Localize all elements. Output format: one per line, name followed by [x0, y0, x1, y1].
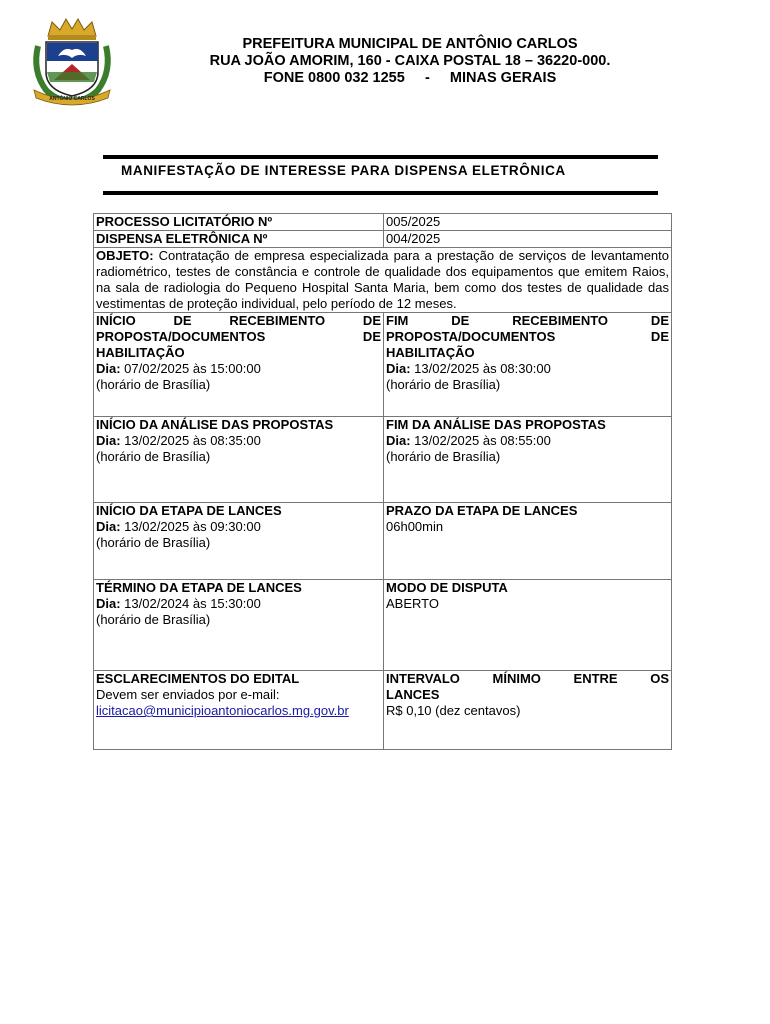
email-link[interactable]: licitacao@municipioantoniocarlos.mg.gov.br — [96, 703, 349, 718]
dia-label: Dia: — [96, 519, 121, 534]
esclarecimentos-cell — [94, 671, 384, 750]
banner-bottom-rule — [103, 191, 658, 195]
header-title: PREFEITURA MUNICIPAL DE ANTÔNIO CARLOS — [242, 36, 578, 52]
inicio-analise-cell — [94, 417, 384, 503]
dia-value: 13/02/2024 às 15:30:00 — [120, 596, 261, 611]
dia-value: 13/02/2025 às 08:55:00 — [410, 433, 551, 448]
table-row — [94, 417, 672, 503]
table-row — [94, 671, 672, 750]
dia-value: 13/02/2025 às 08:35:00 — [120, 433, 261, 448]
timezone-note: (horário de Brasília) — [96, 449, 211, 464]
intervalo-title-a: INTERVALO MÍNIMO ENTRE OS — [386, 671, 669, 686]
table-row — [94, 313, 672, 417]
modo-disputa-cell — [384, 580, 672, 671]
fim-recebimento-title-a: FIM DE RECEBIMENTO DE — [386, 313, 669, 328]
table-row — [94, 214, 672, 231]
table-row — [94, 503, 672, 580]
fim-analise-cell — [384, 417, 672, 503]
fim-analise-date — [386, 433, 669, 449]
dia-label: Dia: — [96, 596, 121, 611]
dia-label: Dia: — [96, 433, 121, 448]
inicio-lances-date — [96, 519, 381, 535]
inicio-recebimento-date — [96, 361, 381, 377]
timezone-note: (horário de Brasília) — [96, 612, 211, 627]
inicio-analise-title: INÍCIO DA ANÁLISE DAS PROPOSTAS — [96, 417, 334, 432]
modo-disputa-title: MODO DE DISPUTA — [386, 580, 508, 595]
esclarecimentos-title: ESCLARECIMENTOS DO EDITAL — [96, 671, 300, 686]
banner-top-rule — [103, 155, 658, 159]
termino-lances-date — [96, 596, 381, 612]
inicio-lances-cell — [94, 503, 384, 580]
timezone-note: (horário de Brasília) — [386, 377, 501, 392]
intervalo-value: R$ 0,10 (dez centavos) — [386, 703, 521, 718]
header-phone: FONE 0800 032 1255 - MINAS GERAIS — [263, 70, 557, 86]
svg-text:ANTÔNIO CARLOS: ANTÔNIO CARLOS — [49, 96, 95, 102]
dia-label: Dia: — [386, 361, 411, 376]
intervalo-cell — [384, 671, 672, 750]
municipal-crest-logo — [28, 16, 116, 106]
process-value: 005/2025 — [384, 214, 672, 231]
dia-value: 07/02/2025 às 15:00:00 — [120, 361, 261, 376]
objeto-label: OBJETO: — [96, 248, 154, 263]
table-row — [94, 580, 672, 671]
prazo-lances-cell — [384, 503, 672, 580]
table-row — [94, 231, 672, 248]
table-row — [94, 248, 672, 313]
dispensa-value: 004/2025 — [384, 231, 672, 248]
inicio-recebimento-title-b: PROPOSTA/DOCUMENTOS DE — [96, 329, 381, 344]
modo-disputa-value: ABERTO — [386, 596, 439, 611]
process-label: PROCESSO LICITATÓRIO Nº — [94, 214, 384, 231]
prazo-lances-title: PRAZO DA ETAPA DE LANCES — [386, 503, 578, 518]
timezone-note: (horário de Brasília) — [96, 535, 211, 550]
timezone-note: (horário de Brasília) — [386, 449, 501, 464]
fim-analise-title: FIM DA ANÁLISE DAS PROPOSTAS — [386, 417, 606, 432]
termino-lances-title: TÉRMINO DA ETAPA DE LANCES — [96, 580, 302, 595]
fim-recebimento-title-b: PROPOSTA/DOCUMENTOS DE — [386, 329, 669, 344]
dia-label: Dia: — [96, 361, 121, 376]
title-banner — [103, 155, 658, 195]
objeto-cell — [94, 248, 672, 313]
inicio-recebimento-title-a: INÍCIO DE RECEBIMENTO DE — [96, 313, 381, 328]
header-address: RUA JOÃO AMORIM, 160 - CAIXA POSTAL 18 – 36220-000. — [209, 53, 611, 69]
timezone-note: (horário de Brasília) — [96, 377, 211, 392]
inicio-analise-date — [96, 433, 381, 449]
dia-value: 13/02/2025 às 08:30:00 — [410, 361, 551, 376]
dia-label: Dia: — [386, 433, 411, 448]
fim-recebimento-title-c: HABILITAÇÃO — [386, 345, 475, 360]
inicio-recebimento-cell — [94, 313, 384, 417]
fim-recebimento-cell — [384, 313, 672, 417]
process-info-table — [93, 213, 672, 750]
header-block — [150, 36, 670, 87]
inicio-lances-title: INÍCIO DA ETAPA DE LANCES — [96, 503, 282, 518]
document-title: MANIFESTAÇÃO DE INTERESSE PARA DISPENSA ELETRÔNICA — [121, 163, 566, 178]
prazo-lances-value: 06h00min — [386, 519, 444, 534]
intervalo-title-b: LANCES — [386, 687, 440, 702]
termino-lances-cell — [94, 580, 384, 671]
objeto-text: Contratação de empresa especializada para a prestação de serviços de levantamento radiométrico, testes de constância e controle de qualidade dos equipamentos que emitem Raios, na sala de radiologia do Pequeno Hospital Santa Maria, bem como dos testes de qualidade das vestimentas de proteção individual, pelo período de 12 meses. — [96, 248, 669, 311]
fim-recebimento-date — [386, 361, 669, 377]
esclarecimentos-text: Devem ser enviados por e-mail: — [96, 687, 280, 702]
dispensa-label: DISPENSA ELETRÔNICA Nº — [94, 231, 384, 248]
dia-value: 13/02/2025 às 09:30:00 — [120, 519, 261, 534]
inicio-recebimento-title-c: HABILITAÇÃO — [96, 345, 185, 360]
